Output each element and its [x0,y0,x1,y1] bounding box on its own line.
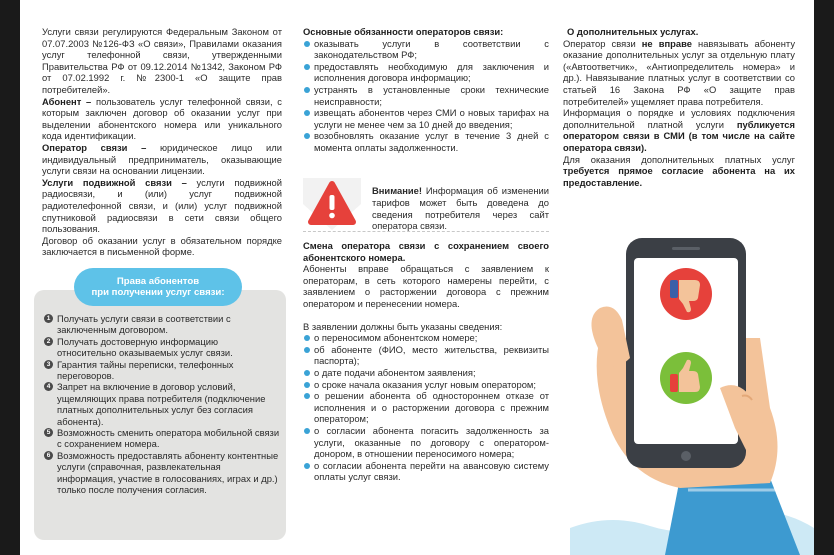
abonent-text: пользователь услуг телефонной связи, с которым заключен договор об оказании услуг при выделении абонентского номера или уникального кода идентификации. [42,95,282,142]
statement-item: об абоненте (ФИО, место жительства, реквизиты паспорта); [303,344,549,367]
rights-item-text: Получать достоверную информацию относительно оказываемых услуг связи. [57,335,233,359]
warning-label: Внимание! [372,185,422,197]
item-number-icon: 2 [44,337,53,346]
warning-icon [303,178,361,230]
warning-text [372,185,549,231]
p3-text: Для оказания дополнительных платных услуг [563,153,795,165]
duty-item: извещать абонентов через СМИ о новых тарифах на услуги не менее чем за 10 дней до введения; [303,107,549,130]
thumbs-up-icon [660,352,712,404]
middle-column-bottom [303,240,549,483]
warning-body: Информация об изменении тарифов может быть доведена до сведения потребителя через сайт оператора связи. [372,185,549,232]
thumbs-down-icon [660,268,712,320]
rights-item-text: Получать услуги связи в соответствии с заключенным договором. [57,313,231,336]
item-number-icon: 4 [44,382,53,391]
duties-title: Основные обязанности операторов связи: [303,26,504,37]
rights-item [44,336,280,359]
p1-bold: не вправе [641,37,692,49]
statement-item: о дате подачи абонентом заявления; [303,367,549,379]
statement-intro: В заявлении должны быть указаны сведения: [303,320,503,332]
extra-services-p2 [563,107,795,153]
middle-column-top [303,26,549,154]
statement-item: о решении абонента об одностороннем отказе от исполнения и о расторжении договора с прежним оператором; [303,390,549,425]
abonent-definition [42,96,282,142]
rights-item-text: Возможность предоставлять абоненту контентные услуги (справочная, развлекательная информация, участие в голосованиях, играх и др.) только после получения согласия. [57,449,279,496]
duty-item: устранять в установленные сроки технические неисправности; [303,84,549,107]
duty-item: оказывать услуги в соответствии с законодательством РФ; [303,38,549,61]
duty-item: возобновлять оказание услуг в течение 3 дней с момента оплаты задолженности. [303,130,549,153]
operator-definition [42,142,282,177]
rights-item [44,359,280,382]
p2-bold: публикуется оператором связи в СМИ (в том числе на сайте оператора связи). [563,118,795,153]
intro-paragraph: Услуги связи регулируются Федеральным Законом от 07.07.2003 №126-ФЗ «О связи», Правилами оказания услуг телефонной связи, утвержденными Правительства РФ от 09.12.2014 №1342, Законом РФ от 07.02.1992 г. №2300-1 «О защите прав потребителей». [42,26,282,95]
left-column [42,26,282,258]
operator-term: Оператор связи – [42,141,147,153]
brochure-page [20,0,814,555]
item-number-icon: 6 [44,451,53,460]
duty-item: предоставлять необходимую для заключения и исполнения договора информацию; [303,61,549,84]
statement-item: о сроке начала оказания услуг новым оператором; [303,379,549,391]
rights-item-text: Гарантия тайны переписки, телефонных переговоров. [57,358,234,382]
rights-item-text: Запрет на включение в договор условий, ущемляющих права потребителя (подключение платных дополнительных услуг без согласия абонента). [57,381,266,427]
rights-item [44,450,280,496]
p1-text-end: навязывать абоненту оказание дополнительных услуг за отдельную плату («Автоответчик», «Антиопределитель номера» и др.). Навязывание платных услуг в соответствии со статьей 16 Закона РФ «О защите прав потребителей» ущемляет права потребителя. [563,37,796,107]
rights-title-line2: при получении услуг связи: [91,287,225,298]
rights-item [44,313,280,336]
divider [303,231,549,232]
mobile-text: услуги подвижной радиосвязи, и (или) услуг подвижной радиотелефонной связи, и (или) услуг подвижной спутниковой радиосвязи в сети связи общего пользования. [42,176,282,235]
contract-paragraph: Договор об оказании услуг в обязательном порядке заключается в письменной форме. [42,234,282,258]
statement-item: о согласии абонента перейти на авансовую систему оплаты услуг связи. [303,460,549,483]
statement-item: о переносимом абонентском номере; [303,332,549,344]
item-number-icon: 5 [44,428,53,437]
change-operator-text: Абоненты вправе обращаться с заявлением к операторам, в сеть которого намерены перейти, с заявлением о расторжении договора с прежним оператором и перенесении номера. [303,263,549,309]
p2-text: Информация о порядке и условиях подключения дополнительной платной услуги [563,107,795,130]
extra-services-p1 [563,38,795,108]
abonent-term: Абонент – [42,95,92,107]
item-number-icon: 1 [44,314,53,323]
mobile-term: Услуги подвижной связи – [42,176,187,188]
rights-title-line1: Права абонентов [116,276,200,287]
rights-item-text: Возможность сменить оператора мобильной связи с сохранением номера. [57,427,280,450]
mobile-definition [42,177,282,235]
p1-text: Оператор связи [563,37,642,49]
p3-bold: требуется прямое согласие абонента на их предоставление. [563,165,795,188]
extra-services-title: О дополнительных услугах. [567,26,699,37]
extra-services-p3 [563,154,795,189]
rights-item [44,427,280,450]
rights-header [74,268,242,306]
phone-illustration [570,228,814,555]
statement-item: о согласии абонента погасить задолженность за услуги, оказанные по договору с оператором-донором, в отношении переносимого номера; [303,425,549,460]
rights-list [44,313,280,496]
item-number-icon: 3 [44,360,53,369]
right-column [563,26,795,188]
rights-item [44,381,280,427]
operator-text: юридическое лицо или индивидуальный предприниматель, оказывающие услуги связи на основании лицензии. [42,141,282,177]
change-operator-title: Смена оператора связи с сохранением своего абонентского номера. [303,240,549,263]
